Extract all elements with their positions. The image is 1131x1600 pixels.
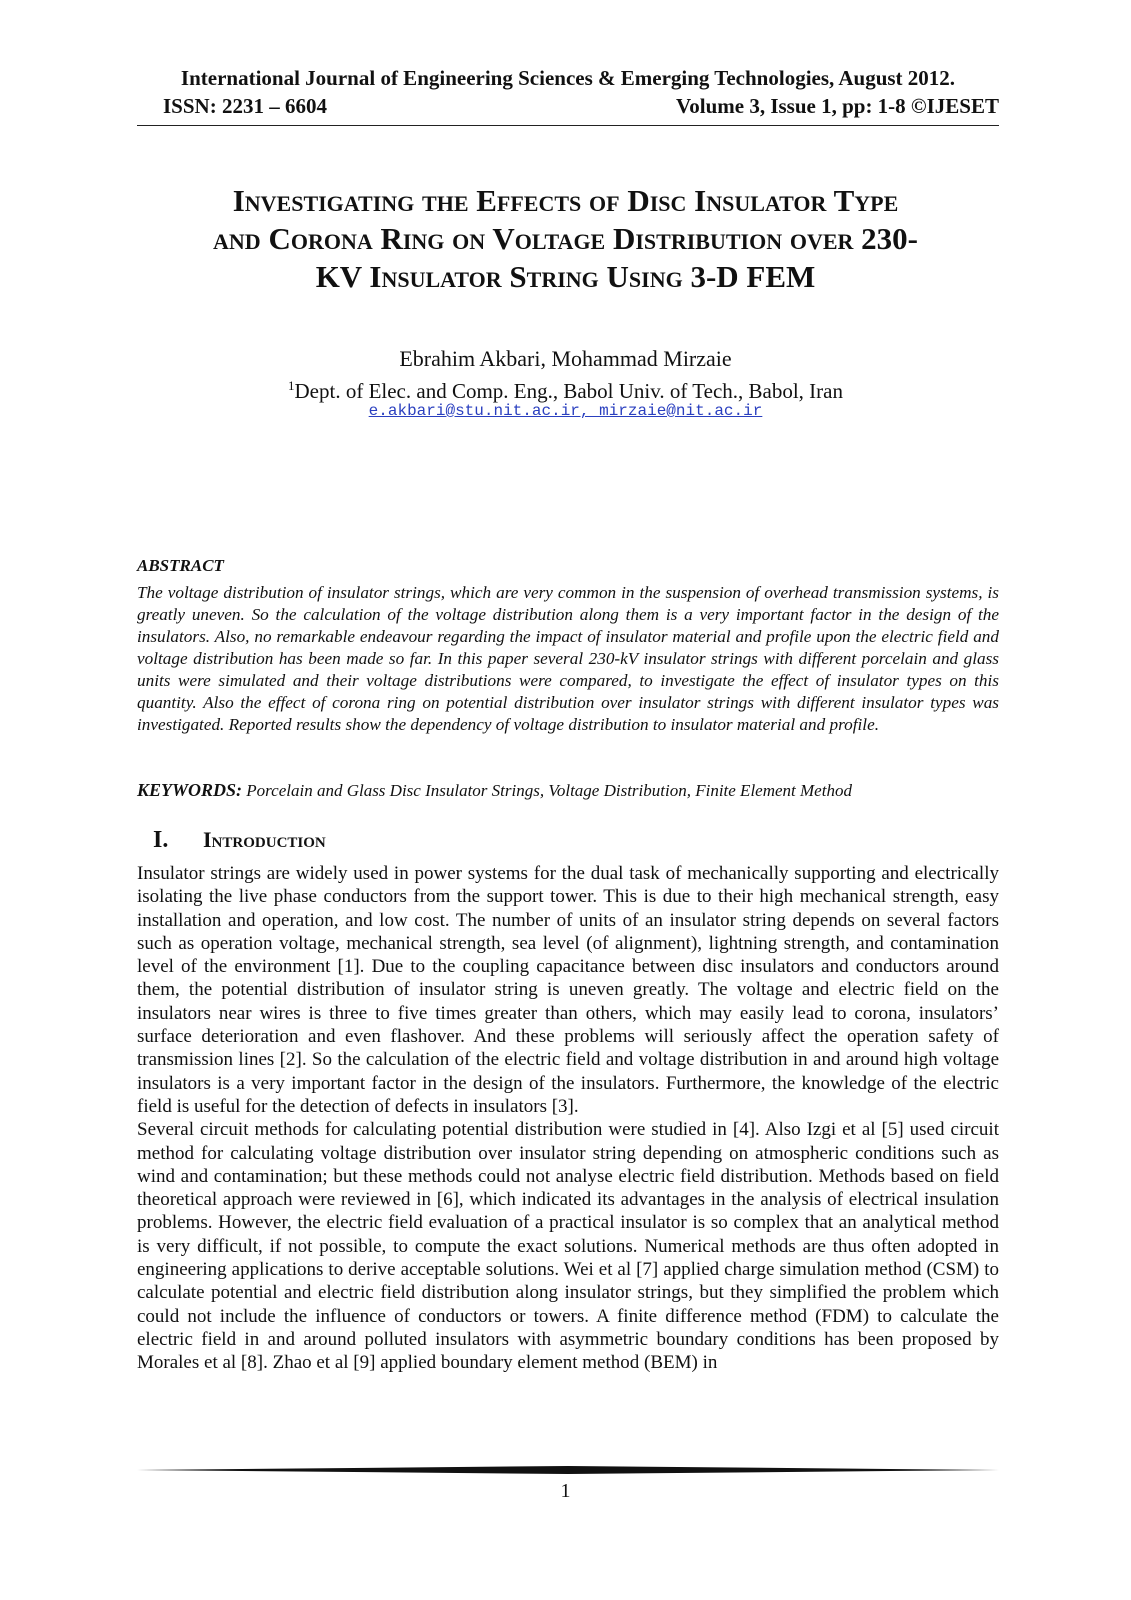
keywords: [137, 779, 1007, 802]
section-number: I.: [153, 827, 169, 853]
keywords-label: KEYWORDS:: [137, 780, 243, 800]
title-line-2: and Corona Ring on Voltage Distribution over 230-: [213, 221, 918, 256]
paper-title: [120, 182, 1011, 296]
footer-divider: [137, 1466, 999, 1474]
authors: Ebrahim Akbari, Mohammad Mirzaie: [399, 346, 732, 371]
title-line-1: Investigating the Effects of Disc Insulator Type: [232, 183, 899, 218]
keywords-text: Porcelain and Glass Disc Insulator Strings, Voltage Distribution, Finite Element Method: [246, 781, 852, 800]
page-number: 1: [560, 1480, 571, 1502]
section-title: Introduction: [203, 827, 326, 852]
intro-paragraph-2: Several circuit methods for calculating potential distribution were studied in [4]. Also Izgi et al [5] used circuit method for calculating voltage distribution over insulator string depending on atmospheric conditions such as wind and contamination; but these methods could not analyse electric field distribution. Methods based on field theoretical approach were reviewed in [6], which indicated its advantages in the analysis of electrical insulation problems. However, the electric field evaluation of a practical insulator is so complex that an analytical method is very difficult, if not possible, to compute the exact solutions. Numerical methods are thus often adopted in engineering applications to derive acceptable solutions. Wei et al [7] applied charge simulation method (CSM) to calculate potential and electric field distribution along insulator strings, but they simplified the problem which could not include the influence of conductors or towers. A finite difference method (FDM) to calculate the electric field in and around polluted insulators with asymmetric boundary conditions has been proposed by Morales et al [8]. Zhao et al [9] applied boundary element method (BEM) in: [137, 1119, 999, 1374]
abstract-heading: ABSTRACT: [137, 556, 224, 575]
abstract-text: The voltage distribution of insulator strings, which are very common in the suspension of overhead transmission systems, is greatly uneven. So the calculation of the voltage distribution along them is a very important factor in the design of the insulators. Also, no remarkable endeavour regarding the impact of insulator material and profile upon the electric field and voltage distribution has been made so far. In this paper several 230-kV insulator strings with different porcelain and glass units were simulated and their voltage distributions were compared, to investigate the effect of insulator types on this quantity. Also the effect of corona ring on potential distribution over insulator strings with different insulator types was investigated. Reported results show the dependency of voltage distribution to insulator material and profile.: [137, 583, 999, 734]
author-emails: [0, 400, 1131, 422]
section-heading-introduction: [153, 825, 326, 855]
intro-paragraph-1: Insulator strings are widely used in power systems for the dual task of mechanically supporting and electrically isolating the live phase conductors from the support tower. This is due to their high mechanical strength, easy installation and operation, and low cost. The number of units of an insulator string depends on several factors such as operation voltage, mechanical strength, sea level (of alignment), lightning strength, and contamination level of the environment [1]. Due to the coupling capacitance between disc insulators and conductors around them, the potential distribution of insulator string is uneven greatly. The voltage and electric field on the insulators near wires is three to five times greater than others, which may easily lead to corona, insulators’ surface deterioration and even flashover. And these problems will seriously affect the operation safety of transmission lines [2]. So the calculation of the electric field and voltage distribution in and around high voltage insulators is a very important factor in the design of the insulators. Furthermore, the knowledge of the electric field is useful for the detection of defects in insulators [3].: [137, 863, 999, 1117]
affiliation-text: Dept. of Elec. and Comp. Eng., Babol Univ. of Tech., Babol, Iran: [294, 379, 843, 403]
affiliation-marker: 1: [288, 378, 295, 393]
journal-name: International Journal of Engineering Sciences & Emerging Technologies, August 2012.: [180, 66, 956, 90]
title-line-3: KV Insulator String Using 3-D FEM: [315, 259, 816, 294]
journal-header: [137, 64, 999, 120]
header-divider: [137, 125, 999, 126]
volume-info: Volume 3, Issue 1, pp: 1-8 ©IJESET: [676, 94, 999, 118]
journal-issue-line: [137, 92, 999, 120]
introduction-body: [137, 862, 999, 1375]
email-link[interactable]: e.akbari@stu.nit.ac.ir, mirzaie@nit.ac.ir: [368, 402, 763, 420]
issn: ISSN: 2231 – 6604: [163, 94, 327, 118]
